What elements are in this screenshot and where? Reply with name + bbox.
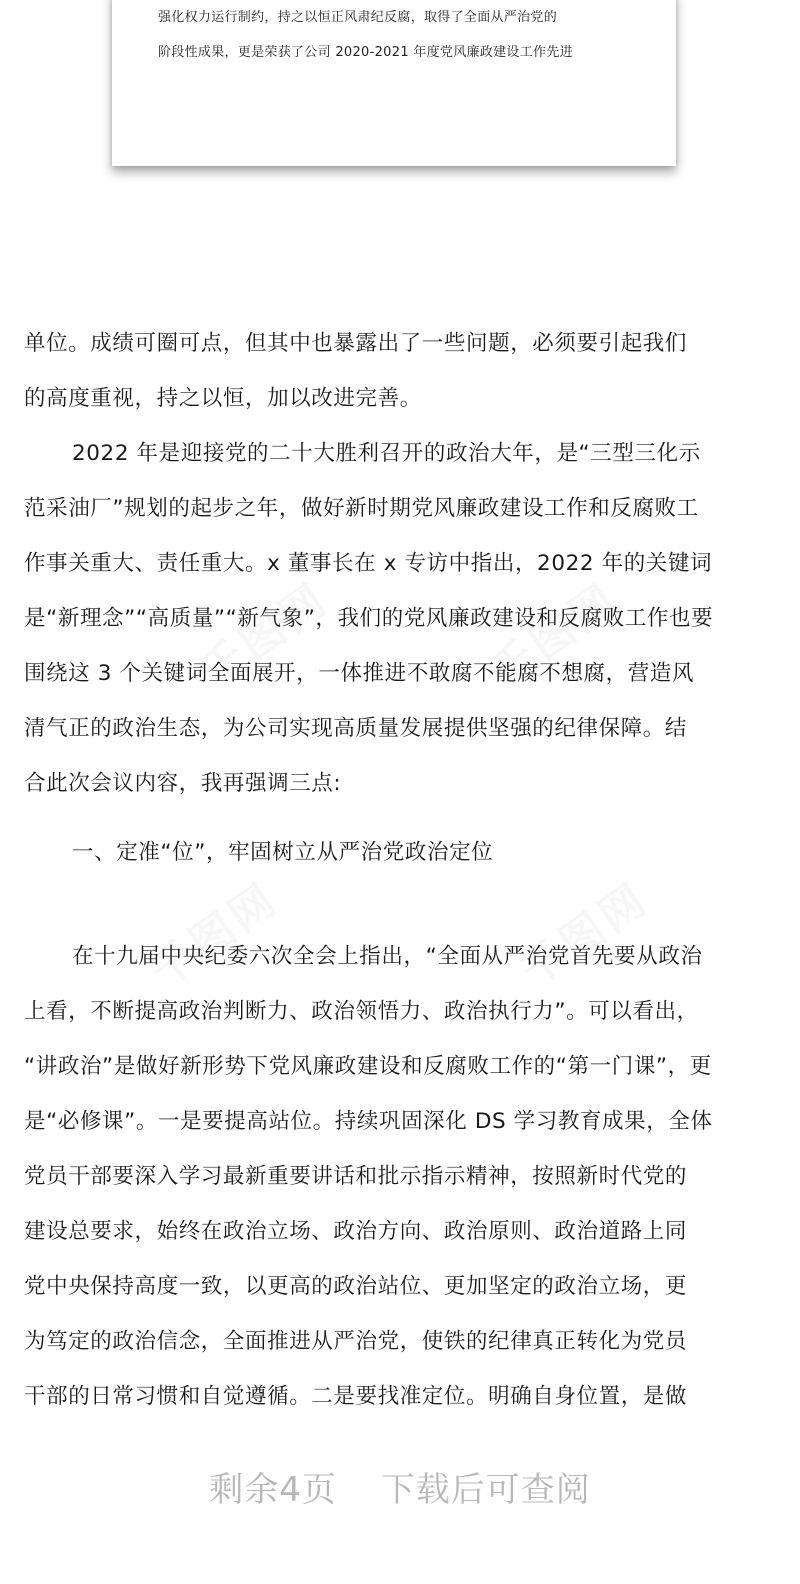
body-line: 建设总要求，始终在政治立场、政治方向、政治原则、政治道路上同	[24, 1219, 688, 1244]
body-line: 是“必修课”。一是要提高站位。持续巩固深化 DS 学习教育成果，全体	[24, 1109, 713, 1134]
body-line: 党员干部要深入学习最新重要讲话和批示指示精神，按照新时代党的	[24, 1164, 688, 1189]
body-line: 干部的日常习惯和自觉遵循。二是要找准定位。明确自身位置，是做	[24, 1384, 688, 1409]
paragraph-start: 在十九届中央纪委六次全会上指出，“全面从严治党首先要从政治	[72, 944, 703, 969]
body-line: 党中央保持高度一致，以更高的政治站位、更加坚定的政治立场，更	[24, 1274, 688, 1299]
body-line: 作事关重大、责任重大。x 董事长在 x 专访中指出，2022 年的关键词	[24, 551, 713, 576]
body-line: 范采油厂”规划的起步之年，做好新时期党风廉政建设工作和反腐败工	[24, 496, 699, 521]
download-to-view-label[interactable]: 下载后可查阅	[380, 1470, 591, 1510]
body-line: 清气正的政治生态，为公司实现高质量发展提供坚强的纪律保障。结	[24, 716, 688, 741]
body-line: 的高度重视，持之以恒，加以改进完善。	[24, 386, 422, 411]
download-prompt[interactable]	[0, 1462, 800, 1511]
body-line: 为笃定的政治信念，全面推进从严治党，使铁的纪律真正转化为党员	[24, 1329, 688, 1354]
page-preview-card	[112, 0, 676, 166]
body-line: “讲政治”是做好新形势下党风廉政建设和反腐败工作的“第一门课”，更	[24, 1054, 712, 1079]
body-line: 是“新理念”“高质量”“新气象”，我们的党风廉政建设和反腐败工作也要	[24, 606, 714, 631]
preview-text-line: 阶段性成果，更是荣获了公司 2020-2021 年度党风廉政建设工作先进	[158, 45, 573, 60]
paragraph-start: 2022 年是迎接党的二十大胜利召开的政治大年，是“三型三化示	[72, 441, 701, 466]
preview-text-line: 强化权力运行制约，持之以恒正风肃纪反腐，取得了全面从严治党的	[158, 10, 558, 25]
body-line: 围绕这 3 个关键词全面展开，一体推进不敢腐不能腐不想腐，营造风	[24, 661, 695, 686]
body-line: 单位。成绩可圈可点，但其中也暴露出了一些问题，必须要引起我们	[24, 331, 688, 356]
body-line: 合此次会议内容，我再强调三点:	[24, 771, 342, 796]
body-line: 上看，不断提高政治判断力、政治领悟力、政治执行力”。可以看出，	[24, 999, 699, 1024]
section-heading: 一、定准“位”，牢固树立从严治党政治定位	[72, 840, 494, 865]
remaining-pages-label: 剩余4页	[209, 1470, 337, 1510]
